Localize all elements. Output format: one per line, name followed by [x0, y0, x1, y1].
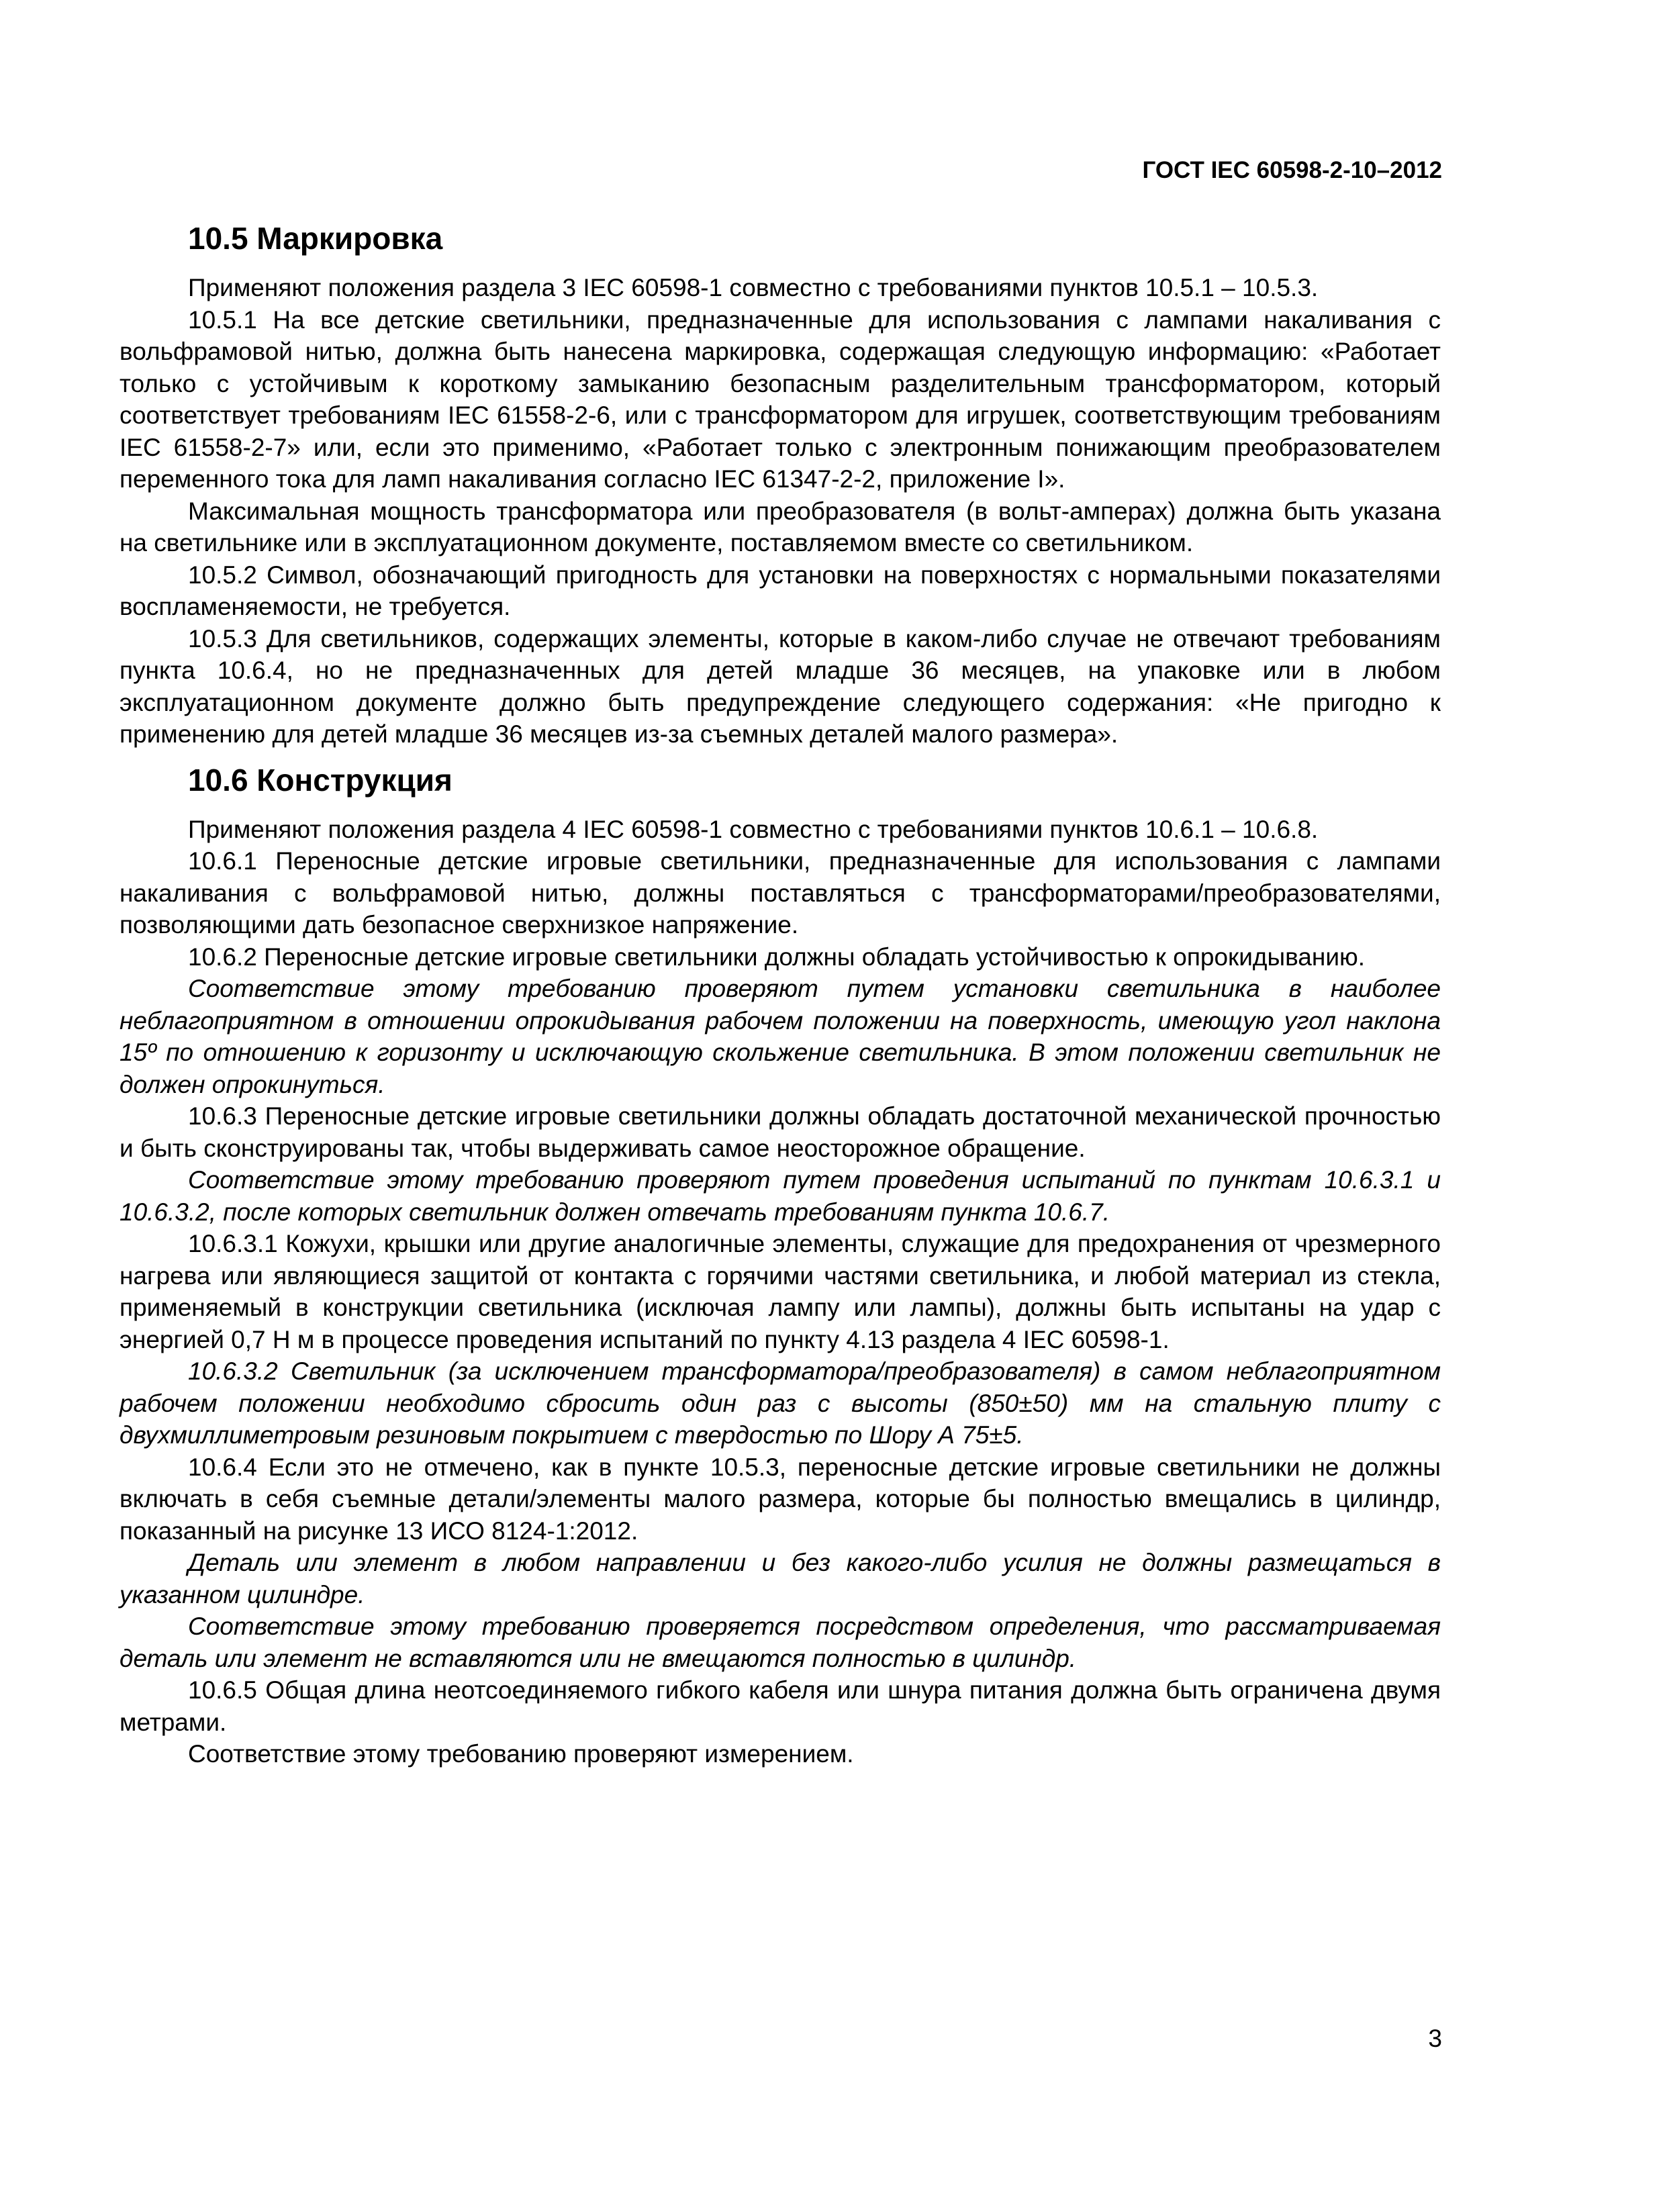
paragraph: 10.6.5 Общая длина неотсоединяемого гибкого кабеля или шнура питания должна быть ограничена двумя метрами.: [120, 1676, 1441, 1736]
test-procedure-paragraph: 10.6.3.2 Светильник (за исключением трансформатора/преобразователя) в самом неблагоприятном рабочем положении необходимо сбросить один раз с высоты (850±50) мм на стальную плиту с двухмиллиметровым резиновым покрытием с твердостью по Шору А 75±5.: [120, 1357, 1441, 1449]
paragraph: Соответствие этому требованию проверяют измерением.: [188, 1740, 854, 1768]
paragraph: 10.6.1 Переносные детские игровые светильники, предназначенные для использования с лампами накаливания с вольфрамовой нитью, должны поставляться с трансформаторами/преобразователями, позволяющими дать безопасное сверхнизкое напряжение.: [120, 847, 1441, 939]
compliance-paragraph: Соответствие этому требованию проверяют путем проведения испытаний по пунктам 10.6.3.1 и 10.6.3.2, после которых светильник должен отвечать требованиям пункта 10.6.7.: [120, 1166, 1441, 1226]
paragraph: 10.5.3 Для светильников, содержащих элементы, которые в каком-либо случае не отвечают требованиям пункта 10.6.4, но не предназначенных для детей младше 36 месяцев, на упаковке или в любом эксплуатационном документе должно быть предупреждение следующего содержания: «Не пригодно к применению для детей младше 36 месяцев из-за съемных деталей малого размера».: [120, 624, 1441, 748]
paragraph: 10.6.3 Переносные детские игровые светильники должны обладать достаточной механической прочностью и быть сконструированы так, чтобы выдерживать самое неосторожное обращение.: [120, 1102, 1441, 1162]
paragraph: Применяют положения раздела 4 IEC 60598-1 совместно с требованиями пунктов 10.6.1 – 10.6.8.: [188, 815, 1319, 843]
paragraph: Применяют положения раздела 3 IEC 60598-1 совместно с требованиями пунктов 10.5.1 – 10.5.3.: [188, 274, 1319, 301]
paragraph: 10.5.2 Символ, обозначающий пригодность для установки на поверхностях с нормальными показателями воспламеняемости, не требуется.: [120, 561, 1441, 620]
section-marking: [120, 218, 1441, 751]
page-number: 3: [1428, 2025, 1442, 2052]
section-title-construction: 10.6 Конструкция: [188, 762, 453, 798]
compliance-paragraph: Соответствие этому требованию проверяется посредством определения, что рассматриваемая деталь или элемент не вставляются или не вмещаются полностью в цилиндр.: [120, 1613, 1441, 1672]
paragraph: Максимальная мощность трансформатора или преобразователя (в вольт-амперах) должна быть указана на светильнике или в эксплуатационном документе, поставляемом вместе со светильником.: [120, 497, 1441, 557]
section-title-marking: 10.5 Маркировка: [188, 221, 443, 256]
section-construction: [120, 760, 1441, 1770]
paragraph: 10.5.1 На все детские светильники, предназначенные для использования с лампами накаливания с вольфрамовой нитью, должна быть нанесена маркировка, содержащая следующую информацию: «Работает только с устойчивым к короткому замыканию безопасным разделительным трансформатором, который соответствует требованиям IEC 61558-2-6, или с трансформатором для игрушек, соответствующим требованиям IEC 61558-2-7» или, если это применимо, «Работает только с электронным понижающим преобразователем переменного тока для ламп накаливания согласно IEC 61347-2-2, приложение I».: [120, 305, 1441, 493]
paragraph: 10.6.3.1 Кожухи, крышки или другие аналогичные элементы, служащие для предохранения от чрезмерного нагрева или являющиеся защитой от контакта с горячими частями светильника, и любой материал из стекла, применяемый в конструкции светильника (исключая лампу или лампы), должны быть испытаны на удар с энергией 0,7 Н м в процессе проведения испытаний по пункту 4.13 раздела 4 IEC 60598-1.: [120, 1230, 1441, 1353]
compliance-paragraph: Деталь или элемент в любом направлении и без какого-либо усилия не должны размещаться в указанном цилиндре.: [120, 1549, 1441, 1608]
paragraph: 10.6.2 Переносные детские игровые светильники должны обладать устойчивостью к опрокидыванию.: [188, 943, 1366, 971]
compliance-paragraph: Соответствие этому требованию проверяют путем установки светильника в наиболее неблагоприятном в отношении опрокидывания рабочем положении на поверхность, имеющую угол наклона 15º по отношению к горизонту и исключающую скольжение светильника. В этом положении светильник не должен опрокинуться.: [120, 975, 1441, 1098]
document-code-header: ГОСТ IEC 60598-2-10–2012: [1142, 157, 1442, 183]
paragraph: 10.6.4 Если это не отмечено, как в пункте 10.5.3, переносные детские игровые светильники не должны включать в себя съемные детали/элементы малого размера, которые бы полностью вмещались в цилиндр, показанный на рисунке 13 ИСО 8124-1:2012.: [120, 1453, 1441, 1545]
document-body: [120, 218, 1441, 1770]
